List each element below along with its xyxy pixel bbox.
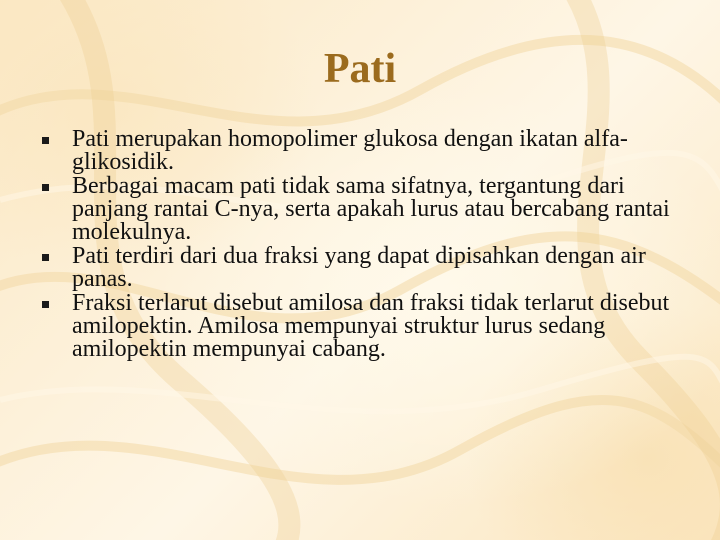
bullet-item: [40, 292, 700, 361]
square-bullet-icon: [42, 184, 49, 191]
bullet-item: [40, 245, 700, 291]
slide-title: Pati: [323, 46, 397, 92]
bullet-item: [40, 128, 700, 174]
bullet-text: Berbagai macam pati tidak sama sifatnya, tergantung dari panjang rantai C-nya, serta apakah lurus atau bercabang rantai molekulnya.: [72, 173, 670, 245]
square-bullet-icon: [42, 301, 49, 308]
bullet-text: Pati terdiri dari dua fraksi yang dapat dipisahkan dengan air panas.: [72, 243, 646, 292]
bullet-text: Pati merupakan homopolimer glukosa dengan ikatan alfa-glikosidik.: [72, 126, 628, 175]
square-bullet-icon: [42, 137, 49, 144]
bullet-item: [40, 175, 700, 244]
bullet-text: Fraksi terlarut disebut amilosa dan fraksi tidak terlarut disebut amilopektin. Amilosa mempunyai struktur lurus sedang amilopektin mempunyai cabang.: [72, 290, 670, 362]
square-bullet-icon: [42, 254, 49, 261]
bullet-list: [40, 128, 700, 361]
